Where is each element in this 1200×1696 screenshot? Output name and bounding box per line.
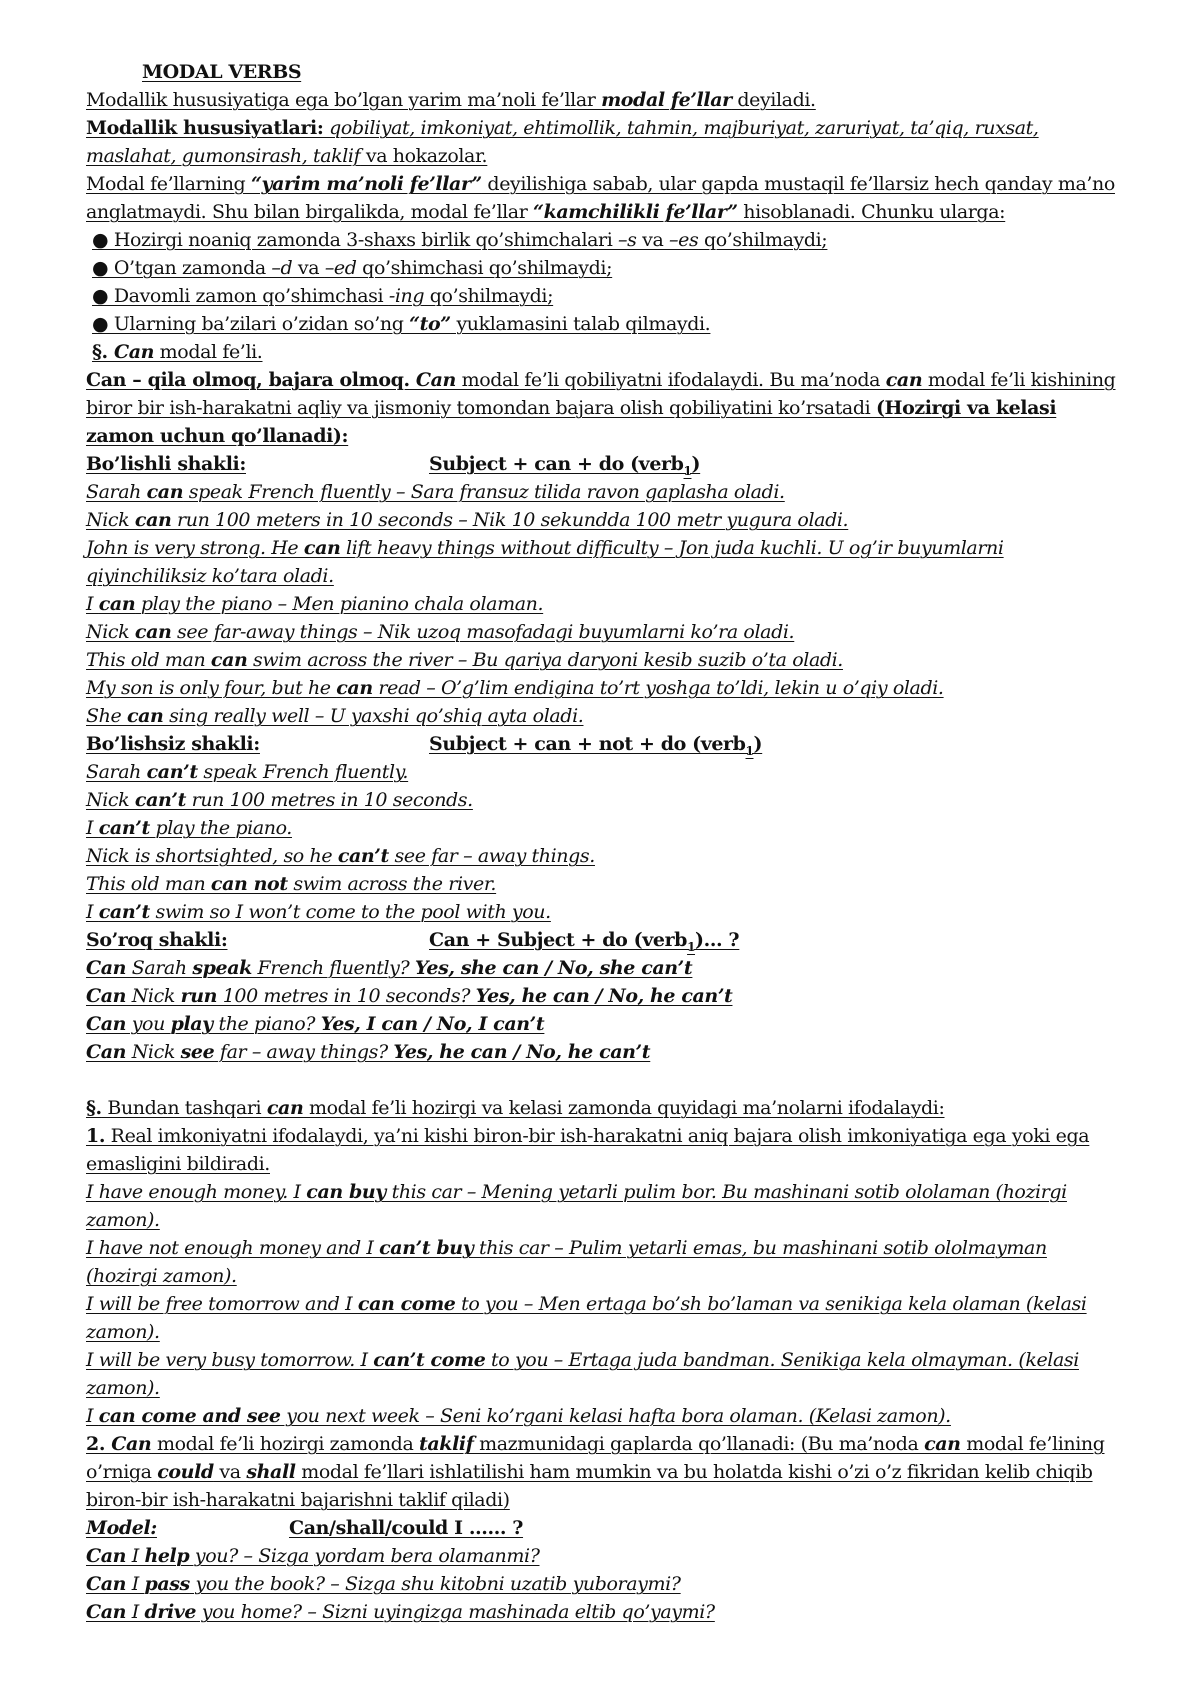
- features-paragraph: Modallik hususiyatlari: qobiliyat, imkoniyat, ehtimollik, tahmin, majburiyat, zaruriyat, ta’qiq, ruxsat, maslahat, gumonsirash, taklif va hokazolar.: [86, 117, 1039, 167]
- example-sentence: I can’t play the piano.: [86, 817, 292, 839]
- spacer: [86, 1066, 1120, 1094]
- example-sentence: She can sing really well – U yaxshi qo’shiq ayta oladi.: [86, 705, 584, 727]
- example-sentence: Nick can run 100 meters in 10 seconds – Nik 10 sekundda 100 metr yugura oladi.: [86, 509, 849, 531]
- section-heading-can: §. Can modal fe’li.: [92, 341, 263, 363]
- example-sentence: This old man can not swim across the river.: [86, 873, 497, 895]
- example-sentence: Sarah can’t speak French fluently.: [86, 761, 409, 783]
- model-example: Can I help you? – Sizga yordam bera olamanmi?: [86, 1545, 540, 1567]
- bullet-item: ● Ularning ba’zilari o’zidan so’ng “to” yuklamasini talab qilmaydi.: [92, 313, 711, 335]
- bullet-item: ● O’tgan zamonda –d va –ed qo’shimchasi qo’shilmaydi;: [92, 257, 613, 279]
- example-sentence: I have not enough money and I can’t buy this car – Pulim yetarli emas, bu mashinani sotib ololmayman (hozirgi zamon).: [86, 1237, 1047, 1287]
- example-sentence: Nick can see far-away things – Nik uzoq masofadagi buyumlarni ko’ra oladi.: [86, 621, 795, 643]
- example-sentence: I can play the piano – Men pianino chala olaman.: [86, 593, 544, 615]
- question-example: Can Nick see far – away things? Yes, he can / No, he can’t: [86, 1041, 651, 1063]
- example-sentence: Nick is shortsighted, so he can’t see far – away things.: [86, 845, 595, 867]
- point-1: 1. Real imkoniyatni ifodalaydi, ya’ni kishi biron-bir ish-harakatni aniq bajara olish imkoniyatiga ega yoki ega emasligini bildiradi.: [86, 1125, 1090, 1175]
- bullet-item: ● Davomli zamon qo’shimchasi -ing qo’shilmaydi;: [92, 285, 554, 307]
- affirmative-form-heading: Bo’lishli shakli: Subject + can + do (verb$_1$): [86, 453, 701, 478]
- can-definition: Can – qila olmoq, bajara olmoq. Can modal fe’li qobiliyatni ifodalaydi. Bu ma’noda can modal fe’li kishining biror bir ish-harakatni aqliy va jismoniy tomondan bajara olish qobiliyatini ko’rsatadi (Hozirgi va kelasi zamon uchun qo’llanadi):: [86, 369, 1116, 447]
- model-example: Can I drive you home? – Sizni uyingizga mashinada eltib qo’yaymi?: [86, 1601, 715, 1623]
- model-example: Can I pass you the book? – Sizga shu kitobni uzatib yuboraymi?: [86, 1573, 681, 1595]
- point-2: 2. Can modal fe’li hozirgi zamonda taklif mazmunidagi gaplarda qo’llanadi: (Bu ma’noda can modal fe’lining o’rniga could va shall modal fe’llari ishlatilishi ham mumkin va bu holatda kishi o’zi o’z fikridan kelib chiqib biron-bir ish-harakatni bajarishni taklif qiladi): [86, 1433, 1105, 1511]
- example-sentence: I can’t swim so I won’t come to the pool with you.: [86, 901, 551, 923]
- question-example: Can Nick run 100 metres in 10 seconds? Yes, he can / No, he can’t: [86, 985, 733, 1007]
- section-2-heading: §. Bundan tashqari can modal fe’li hozirgi va kelasi zamonda quyidagi ma’nolarni ifodalaydi:: [86, 1097, 945, 1119]
- bullet-item: ● Hozirgi noaniq zamonda 3-shaxs birlik qo’shimchalari –s va –es qo’shilmaydi;: [92, 229, 828, 251]
- example-sentence: I can come and see you next week – Seni ko’rgani kelasi hafta bora olaman. (Kelasi zamon).: [86, 1405, 951, 1427]
- page-title: MODAL VERBS: [142, 61, 302, 83]
- question-form-heading: So’roq shakli: Can + Subject + do (verb$_1$)… ?: [86, 929, 740, 954]
- example-sentence: Nick can’t run 100 metres in 10 seconds.: [86, 789, 473, 811]
- example-sentence: My son is only four, but he can read – O’g’lim endigina to’rt yoshga to’ldi, lekin u o’qiy oladi.: [86, 677, 944, 699]
- example-sentence: I will be very busy tomorrow. I can’t come to you – Ertaga juda bandman. Senikiga kela olmayman. (kelasi zamon).: [86, 1349, 1079, 1399]
- explain-paragraph: Modal fe’llarning “yarim ma’noli fe’llar” deyilishiga sabab, ular gapda mustaqil fe’llarsiz hech qanday ma’no anglatmaydi. Shu bilan birgalikda, modal fe’llar “kamchilikli fe’llar” hisoblanadi. Chunku ularga:: [86, 173, 1115, 223]
- example-sentence: Sarah can speak French fluently – Sara fransuz tilida ravon gaplasha oladi.: [86, 481, 785, 503]
- example-sentence: John is very strong. He can lift heavy things without difficulty – Jon juda kuchli. U og’ir buyumlarni qiyinchiliksiz ko’tara oladi.: [86, 537, 1004, 587]
- negative-form-heading: Bo’lishsiz shakli: Subject + can + not + do (verb$_1$): [86, 733, 763, 758]
- question-example: Can Sarah speak French fluently? Yes, she can / No, she can’t: [86, 957, 693, 979]
- question-example: Can you play the piano? Yes, I can / No, I can’t: [86, 1013, 545, 1035]
- intro-paragraph: Modallik hususiyatiga ega bo’lgan yarim ma’noli fe’llar modal fe’llar deyiladi.: [86, 89, 816, 111]
- example-sentence: I have enough money. I can buy this car – Mening yetarli pulim bor. Bu mashinani sotib ololaman (hozirgi zamon).: [86, 1181, 1067, 1231]
- example-sentence: I will be free tomorrow and I can come to you – Men ertaga bo’sh bo’laman va senikiga kela olaman (kelasi zamon).: [86, 1293, 1087, 1343]
- model-heading: Model: Can/shall/could I …… ?: [86, 1517, 524, 1539]
- example-sentence: This old man can swim across the river – Bu qariya daryoni kesib suzib o’ta oladi.: [86, 649, 843, 671]
